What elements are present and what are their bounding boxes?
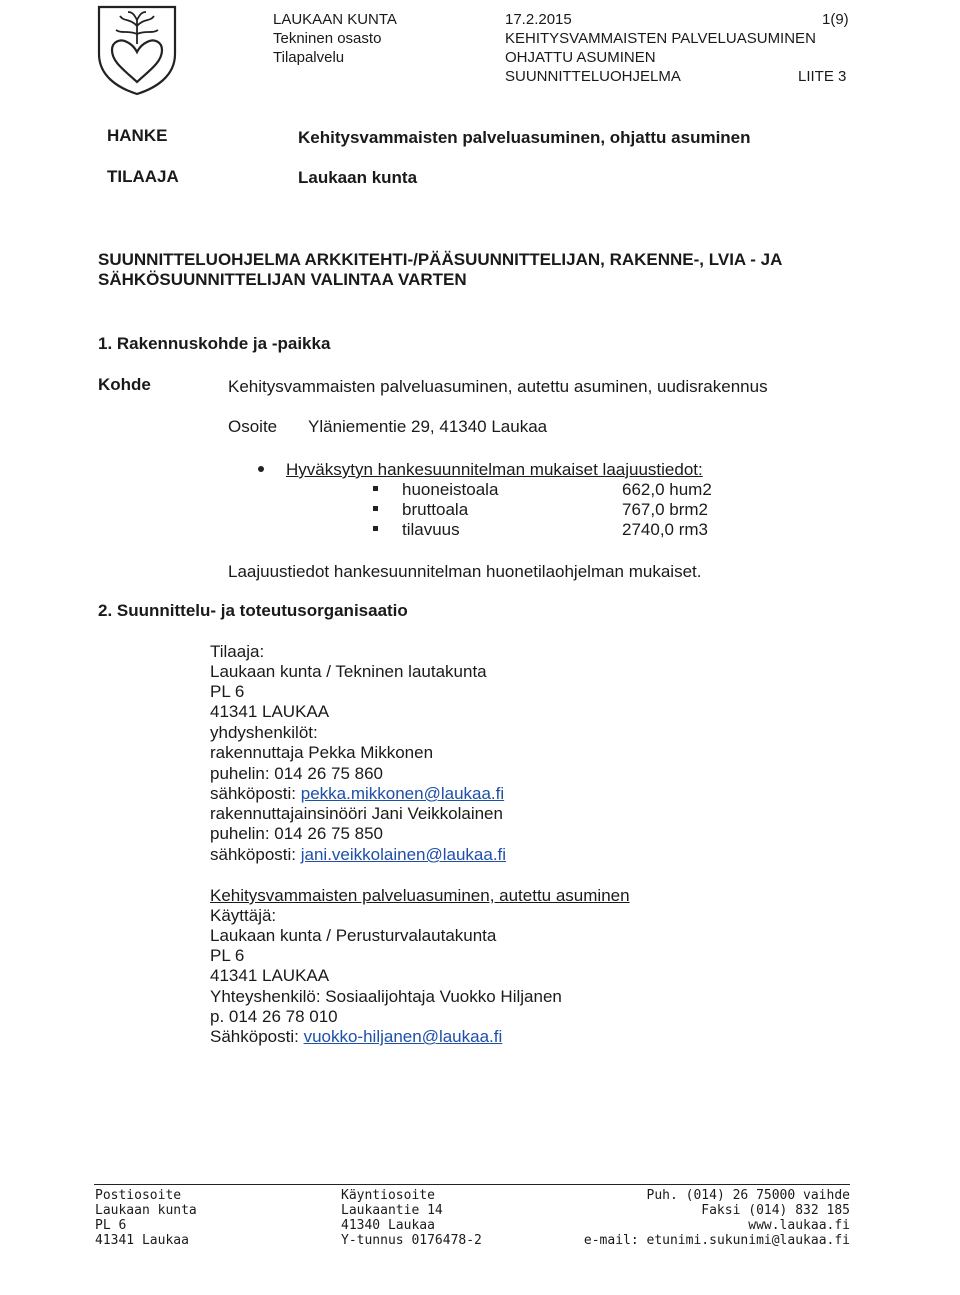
footer-business-id: Y-tunnus 0176478-2 — [341, 1233, 482, 1248]
osoite-label: Osoite — [228, 417, 278, 436]
client-label: Tilaaja: — [210, 642, 265, 661]
user-po-box: PL 6 — [210, 946, 245, 965]
page-number: 1(9) — [822, 11, 849, 28]
tilaaja-label: TILAAJA — [107, 167, 179, 186]
scope-note: Laajuustiedot hankesuunnitelman huonetilaohjelman mukaiset. — [228, 562, 702, 581]
municipal-coat-of-arms-logo — [96, 4, 178, 96]
org-unit: Tilapalvelu — [273, 49, 345, 66]
org-department: Tekninen osasto — [273, 30, 382, 47]
user-label: Käyttäjä: — [210, 906, 277, 925]
user-email-link[interactable]: vuokko-hiljanen@laukaa.fi — [303, 1027, 503, 1046]
document-title-line1: SUUNNITTELUOHJELMA ARKKITEHTI-/PÄÄSUUNNITTELIJAN, RAKENNE-, LVIA - JA — [98, 250, 783, 269]
user-email-row — [210, 1027, 502, 1047]
document-type: SUUNNITTELUOHJELMA — [505, 68, 681, 85]
scope-item-value: 662,0 hum2 — [622, 480, 712, 499]
document-date: 17.2.2015 — [505, 11, 572, 28]
bullet-square — [373, 506, 378, 511]
org-name: LAUKAAN KUNTA — [273, 11, 397, 28]
contact2-name: rakennuttajainsinööri Jani Veikkolainen — [210, 804, 503, 823]
contact2-email-link[interactable]: jani.veikkolainen@laukaa.fi — [300, 845, 507, 864]
scope-item-value: 767,0 brm2 — [622, 500, 708, 519]
client-po-box: PL 6 — [210, 682, 245, 701]
document-title-line2: SÄHKÖSUUNNITTELIJAN VALINTAA VARTEN — [98, 270, 467, 289]
osoite-value: Yläniementie 29, 41340 Laukaa — [308, 417, 548, 436]
contact2-email-row — [210, 845, 506, 865]
user-org: Laukaan kunta / Perusturvalautakunta — [210, 926, 497, 945]
document-subcategory: OHJATTU ASUMINEN — [505, 49, 656, 66]
client-contacts-label: yhdyshenkilöt: — [210, 723, 318, 742]
user-section-title: Kehitysvammaisten palveluasuminen, autettu asuminen — [210, 886, 630, 905]
contact1-email-label: sähköposti: — [210, 784, 301, 803]
user-contact: Yhteyshenkilö: Sosiaalijohtaja Vuokko Hiljanen — [210, 987, 562, 1006]
client-org: Laukaan kunta / Tekninen lautakunta — [210, 662, 487, 681]
bullet-square — [373, 526, 378, 531]
kohde-label: Kohde — [98, 375, 151, 394]
footer-divider — [94, 1184, 850, 1185]
hanke-value: Kehitysvammaisten palveluasuminen, ohjattu asuminen — [298, 128, 751, 147]
bullet-dot — [258, 466, 264, 472]
contact1-email-link[interactable]: pekka.mikkonen@laukaa.fi — [300, 784, 505, 803]
footer-postal-line: 41341 Laukaa — [95, 1233, 189, 1248]
contact2-email-label: sähköposti: — [210, 845, 301, 864]
contact1-email-row — [210, 784, 504, 804]
user-postal: 41341 LAUKAA — [210, 966, 330, 985]
contact2-phone: puhelin: 014 26 75 850 — [210, 824, 383, 843]
hanke-label: HANKE — [107, 126, 168, 145]
footer-postal-title: Postiosoite — [95, 1188, 182, 1203]
bullet-square — [373, 486, 378, 491]
scope-item-name: bruttoala — [402, 500, 469, 519]
contact1-name: rakennuttaja Pekka Mikkonen — [210, 743, 434, 762]
footer-email: e-mail: etunimi.sukunimi@laukaa.fi — [583, 1233, 850, 1248]
kohde-value: Kehitysvammaisten palveluasuminen, autettu asuminen, uudisrakennus — [228, 377, 768, 396]
footer-visit-line: Laukaantie 14 — [341, 1203, 443, 1218]
contact1-phone: puhelin: 014 26 75 860 — [210, 764, 383, 783]
user-phone: p. 014 26 78 010 — [210, 1007, 338, 1026]
footer-visit-title: Käyntiosoite — [341, 1188, 435, 1203]
section1-heading: 1. Rakennuskohde ja -paikka — [98, 334, 331, 353]
footer-fax: Faksi (014) 832 185 — [701, 1203, 850, 1218]
footer-visit-line: 41340 Laukaa — [341, 1218, 435, 1233]
scope-item-value: 2740,0 rm3 — [622, 520, 708, 539]
footer-phone: Puh. (014) 26 75000 vaihde — [646, 1188, 850, 1203]
approved-scope-heading: Hyväksytyn hankesuunnitelman mukaiset laajuustiedot: — [286, 460, 703, 479]
tilaaja-value: Laukaan kunta — [298, 168, 418, 187]
client-postal: 41341 LAUKAA — [210, 702, 330, 721]
footer-website: www.laukaa.fi — [748, 1218, 850, 1233]
section2-heading: 2. Suunnittelu- ja toteutusorganisaatio — [98, 601, 408, 620]
footer-postal-line: Laukaan kunta — [95, 1203, 197, 1218]
attachment-label: LIITE 3 — [798, 68, 847, 85]
scope-item-name: tilavuus — [402, 520, 460, 539]
document-category: KEHITYSVAMMAISTEN PALVELUASUMINEN — [505, 30, 816, 47]
scope-item-name: huoneistoala — [402, 480, 499, 499]
footer-postal-line: PL 6 — [95, 1218, 127, 1233]
user-email-label: Sähköposti: — [210, 1027, 304, 1046]
